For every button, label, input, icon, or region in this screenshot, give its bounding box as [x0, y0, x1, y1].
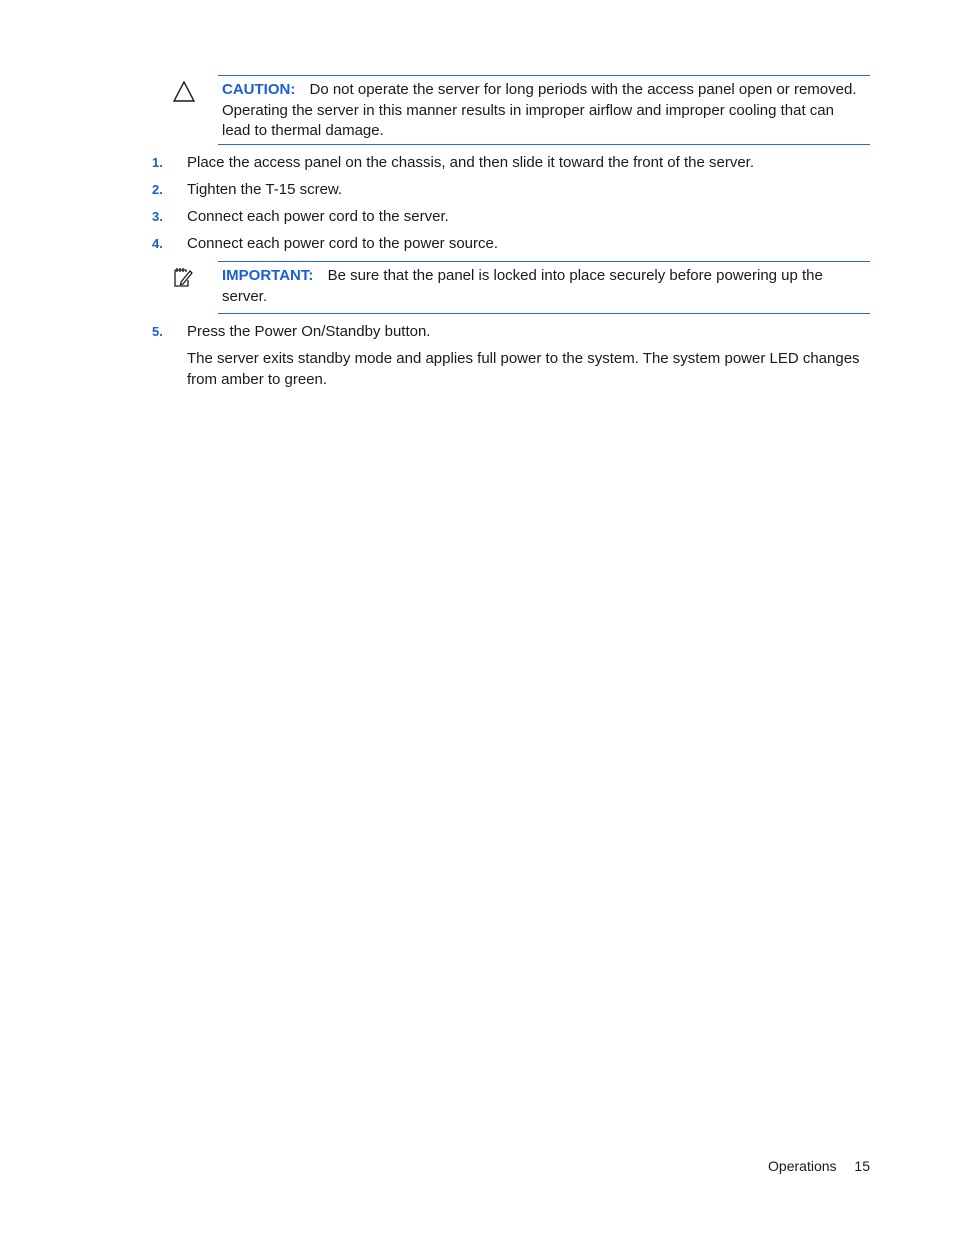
- step-text: Tighten the T-15 screw.: [187, 181, 343, 198]
- important-note-icon: [171, 265, 195, 289]
- important-notice: [218, 261, 870, 314]
- page-footer: [768, 1158, 870, 1174]
- important-text: Be sure that the panel is locked into place securely before powering up the server.: [222, 267, 823, 305]
- step-text: Press the Power On/Standby button.: [187, 323, 431, 340]
- step-number: 4.: [152, 236, 163, 251]
- step-number: 3.: [152, 209, 163, 224]
- step-number: 2.: [152, 182, 163, 197]
- caution-triangle-icon: [172, 80, 196, 104]
- important-label: IMPORTANT:: [222, 267, 314, 284]
- caution-notice: [218, 75, 870, 145]
- step-text: Connect each power cord to the server.: [187, 208, 449, 225]
- step-number: 1.: [152, 155, 163, 170]
- step-number: 5.: [152, 324, 163, 339]
- step-5-result: The server exits standby mode and applies full power to the system. The system power LED changes from amber to green.: [187, 350, 860, 388]
- footer-section-title: Operations: [768, 1158, 837, 1174]
- caution-text: Do not operate the server for long periods with the access panel open or removed. Operating the server in this manner results in improper airflow and improper cooling that can lead to thermal damage.: [222, 81, 857, 139]
- page-number: 15: [854, 1158, 870, 1174]
- caution-label: CAUTION:: [222, 81, 296, 98]
- step-text: Connect each power cord to the power source.: [187, 235, 499, 252]
- step-text: Place the access panel on the chassis, and then slide it toward the front of the server.: [187, 154, 754, 171]
